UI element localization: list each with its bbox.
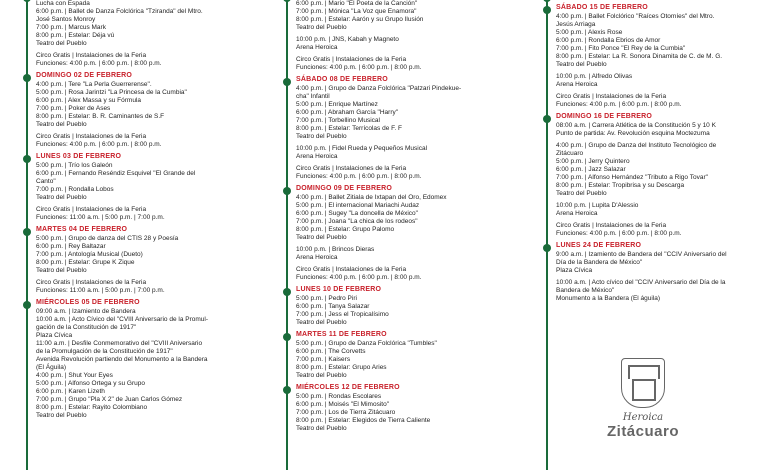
event-line: 10:00 p.m. | Lupita D'Alessio — [556, 202, 639, 209]
event-line: José Santos Monroy — [36, 16, 96, 23]
day-header: LUNES 10 DE FEBRERO — [296, 286, 382, 293]
event-line: Circo Gratis | Instalaciones de la Feria — [556, 222, 667, 229]
event-line: 7:00 p.m. | Antología Musical (Dueto) — [36, 251, 143, 258]
event-line: Teatro del Pueblo — [36, 267, 87, 274]
schedule-day-section — [546, 4, 766, 109]
event-line: Arena Heroica — [296, 153, 338, 160]
event-line: Funciones: 11:00 a.m. | 5:00 p.m. | 7:00 p.m. — [36, 214, 165, 221]
event-line: 8:00 p.m. | Estelar: Elegidos de Tierra Caliente — [296, 417, 431, 424]
day-header: DOMINGO 16 DE FEBRERO — [556, 113, 652, 120]
event-line: Teatro del Pueblo — [36, 412, 87, 419]
day-header: MIÉRCOLES 12 DE FEBRERO — [296, 384, 400, 391]
zitacuaro-logo — [598, 358, 688, 468]
event-line: 7:00 p.m. | Joana "La chica de los rodeos" — [296, 218, 418, 225]
event-line: Plaza Cívica — [556, 267, 593, 274]
event-line: 5:00 p.m. | Grupo de Danza Folclórica "Tumbles" — [296, 340, 437, 347]
event-line: 6:00 p.m. | Sugey "La doncella de México" — [296, 210, 418, 217]
event-line: 7:00 p.m. | Los de Tierra Zitácuaro — [296, 409, 396, 416]
event-line: Monumento a la Bandera (El águila) — [556, 295, 661, 302]
event-line: Circo Gratis | Instalaciones de la Feria — [36, 279, 147, 286]
schedule-day-section — [26, 226, 266, 295]
event-line: 10:00 p.m. | Brincos Dieras — [296, 246, 375, 253]
schedule-column-2 — [286, 0, 526, 437]
event-line: 5:00 p.m. | Rosa Jarintzi "La Princesa de la Cumbia" — [36, 89, 187, 96]
event-line: 5:00 p.m. | Alfonso Ortega y su Grupo — [36, 380, 145, 387]
event-line: 6:00 p.m. | Jazz Salazar — [556, 166, 626, 173]
schedule-day-section — [286, 331, 526, 380]
event-line: 5:00 p.m. | Rondas Escolares — [296, 393, 382, 400]
event-line: 8:00 p.m. | Estelar: B. R. Caminantes de S.F — [36, 113, 165, 120]
event-line: 6:00 p.m. | Tanya Salazar — [296, 303, 370, 310]
event-line: 8:00 p.m. | Estelar: Aarón y su Grupo Ilusión — [296, 16, 424, 23]
schedule-day-section — [286, 286, 526, 327]
event-line: 6:00 p.m. | Moisés "El Mimosito" — [296, 401, 389, 408]
event-line: 7:00 p.m. | Jess el Tropicalísimo — [296, 311, 389, 318]
day-header: SÁBADO 08 DE FEBRERO — [296, 76, 388, 83]
event-line: Funciones: 4:00 p.m. | 6:00 p.m. | 8:00 p.m. — [296, 173, 422, 180]
event-line: 09:00 a.m. | Izamiento de Bandera — [36, 308, 136, 315]
event-line: 7:00 p.m. | Kaisers — [296, 356, 351, 363]
event-line: Funciones: 4:00 p.m. | 6:00 p.m. | 8:00 p.m. — [36, 60, 162, 67]
schedule-day-section — [546, 113, 766, 238]
event-line: Teatro del Pueblo — [296, 133, 347, 140]
event-line: Arena Heroica — [556, 210, 598, 217]
event-line: Teatro del Pueblo — [556, 190, 607, 197]
event-line: Lucha con Espada — [36, 0, 90, 7]
event-line: Funciones: 4:00 p.m. | 6:00 p.m. | 8:00 p.m. — [296, 64, 422, 71]
event-line: 8:00 p.m. | Estelar: Tropibrisa y su Descarga — [556, 182, 685, 189]
event-line: 5:00 p.m. | Alexis Rose — [556, 29, 623, 36]
day-header: DOMINGO 02 DE FEBRERO — [36, 72, 132, 79]
event-line: 4:00 p.m. | Ballet Zitiala de Ixtapan del Oro, Edomex — [296, 194, 447, 201]
event-line: 4:00 p.m. | Shut Your Eyes — [36, 372, 113, 379]
event-line: Canto" — [36, 178, 56, 185]
day-header: SÁBADO 15 DE FEBRERO — [556, 4, 648, 11]
event-line: de la Promulgación de la Constitución de 1917" — [36, 348, 173, 355]
event-line: Circo Gratis | Instalaciones de la Feria — [556, 93, 667, 100]
event-line: 7:00 p.m. | Grupo "Pla X 2" de Juan Carlos Gómez — [36, 396, 183, 403]
event-line: 9:00 a.m. | Izamiento de Bandera del "CCIV Aniversario del — [556, 251, 727, 258]
event-line: Funciones: 4:00 p.m. | 6:00 p.m. | 8:00 p.m. — [556, 230, 682, 237]
event-line: 6:00 p.m. | The Corvetts — [296, 348, 366, 355]
event-line: 08:00 a.m. | Carrera Atlética de la Constitución 5 y 10 K — [556, 122, 716, 129]
event-line: 8:00 p.m. | Estelar: La R. Sonora Dinamita de C. de M. G. — [556, 53, 723, 60]
event-line: Funciones: 4:00 p.m. | 6:00 p.m. | 8:00 p.m. — [36, 141, 162, 148]
event-line: 8:00 p.m. | Estelar: Grupo Palomo — [296, 226, 395, 233]
event-line: 7:00 p.m. | Mónica "La Voz que Enamora" — [296, 8, 417, 15]
event-line: Teatro del Pueblo — [36, 121, 87, 128]
schedule-day-section — [546, 242, 766, 303]
event-line: Punto de partida: Av. Revolución esquina Moctezuma — [556, 130, 710, 137]
event-line: 5:00 p.m. | Enrique Martínez — [296, 101, 378, 108]
event-line: 6:00 p.m. | Mario "El Poeta de la Canción" — [296, 0, 418, 7]
logo-zitacuaro-text: Zitácuaro — [606, 423, 679, 440]
day-header: MARTES 04 DE FEBRERO — [36, 226, 128, 233]
event-line: gación de la Constitución de 1917" — [36, 324, 137, 331]
event-line: Teatro del Pueblo — [296, 425, 347, 432]
event-line: Circo Gratis | Instalaciones de la Feria — [36, 206, 147, 213]
event-line: 7:00 p.m. | Alfonso Hernández "Tributo a Rigo Tovar" — [556, 174, 708, 181]
event-line: 8:00 p.m. | Estelar: Grupe K Zique — [36, 259, 135, 266]
event-line: Arena Heroica — [296, 254, 338, 261]
event-line: 5:00 p.m. | Jerry Quintero — [556, 158, 630, 165]
schedule-day-section — [286, 185, 526, 282]
event-line: 8:00 p.m. | Estelar: Rayito Colombiano — [36, 404, 148, 411]
event-line: Funciones: 4:00 p.m. | 6:00 p.m. | 8:00 p.m. — [556, 101, 682, 108]
event-line: 7:00 p.m. | Marcus Mark — [36, 24, 106, 31]
schedule-day-section — [286, 76, 526, 181]
event-line: 8:00 p.m. | Estelar: Terrícolas de F. F — [296, 125, 402, 132]
event-line: Jesús Arriaga — [556, 21, 596, 28]
event-line: 6:00 p.m. | Abraham García "Harry" — [296, 109, 399, 116]
schedule-day-section — [26, 0, 266, 68]
event-line: 10:00 a.m. | Acto cívico del "CCIV Aniversario del Día de la — [556, 279, 726, 286]
municipal-seal-icon — [621, 358, 665, 408]
event-line: Circo Gratis | Instalaciones de la Feria — [296, 266, 407, 273]
schedule-column-1 — [26, 0, 266, 424]
schedule-day-section — [26, 153, 266, 222]
event-line: 8:00 p.m. | Estelar: Grupo Aries — [296, 364, 387, 371]
event-line: 10:00 a.m. | Acto Cívico del "CVIII Aniversario de la Promul- — [36, 316, 208, 323]
event-line: Circo Gratis | Instalaciones de la Feria — [296, 56, 407, 63]
schedule-column-3 — [546, 0, 766, 307]
event-line: 4:00 p.m. | Tere "La Perla Guerrerense". — [36, 81, 152, 88]
event-line: 7:00 p.m. | Fito Ponce "El Rey de la Cumbia" — [556, 45, 686, 52]
event-line: 6:00 p.m. | Fernando Reséndiz Esquivel "El Grande del — [36, 170, 196, 177]
day-header: MARTES 11 DE FEBRERO — [296, 331, 387, 338]
event-line: 7:00 p.m. | Rondalla Lobos — [36, 186, 114, 193]
event-line: Teatro del Pueblo — [296, 319, 347, 326]
event-line: Teatro del Pueblo — [36, 40, 87, 47]
event-line: Funciones: 4:00 p.m. | 6:00 p.m. | 8:00 p.m. — [296, 274, 422, 281]
event-line: 5:00 p.m. | El internacional Mariachi Audaz — [296, 202, 420, 209]
event-line: Circo Gratis | Instalaciones de la Feria — [36, 52, 147, 59]
event-line: Funciones: 11:00 a.m. | 5:00 p.m. | 7:00 p.m. — [36, 287, 165, 294]
schedule-day-section — [286, 384, 526, 433]
event-line: 6:00 p.m. | Rey Baltazar — [36, 243, 106, 250]
event-line: cha" Infantil — [296, 93, 330, 100]
event-line: 4:00 p.m. | Grupo de Danza del Instituto Tecnológico de — [556, 142, 717, 149]
day-header: MIÉRCOLES 05 DE FEBRERO — [36, 299, 140, 306]
event-line: Zitácuaro — [556, 150, 584, 157]
event-line: Teatro del Pueblo — [296, 24, 347, 31]
event-line: Circo Gratis | Instalaciones de la Feria — [296, 165, 407, 172]
event-line: Teatro del Pueblo — [296, 372, 347, 379]
event-line: 10:00 p.m. | Alfredo Olivas — [556, 73, 633, 80]
logo-heroica-text: Heroica — [622, 412, 664, 423]
event-line: Plaza Cívica — [36, 332, 73, 339]
day-header: LUNES 24 DE FEBRERO — [556, 242, 642, 249]
event-line: 6:00 p.m. | Alex Massa y su Fórmula — [36, 97, 142, 104]
event-line: 5:00 p.m. | Grupo de danza del CTIS 28 y Poesía — [36, 235, 179, 242]
event-line: Bandera de México" — [556, 287, 615, 294]
event-line: Arena Heroica — [556, 81, 598, 88]
day-header: DOMINGO 09 DE FEBRERO — [296, 185, 392, 192]
event-line: 4:00 p.m. | Grupo de Danza Folclórica "Patzari Pindekue- — [296, 85, 462, 92]
event-line: 8:00 p.m. | Estelar: Déja vú — [36, 32, 115, 39]
event-line: Circo Gratis | Instalaciones de la Feria — [36, 133, 147, 140]
event-line: Arena Heroica — [296, 44, 338, 51]
event-line: 5:00 p.m. | Pedro Piri — [296, 295, 357, 302]
event-line: 6:00 p.m. | Rondalla Ebrios de Amor — [556, 37, 661, 44]
event-line: 10:00 p.m. | JNS, Kabah y Magneto — [296, 36, 399, 43]
schedule-day-section — [26, 72, 266, 149]
event-line: 4:00 p.m. | Ballet Folclórico "Raíces Otomíes" del Mtro. — [556, 13, 715, 20]
event-line: Avenida Revolución partiendo del Monumento a la Bandera — [36, 356, 208, 363]
event-line: 11:00 a.m. | Desfile Conmemorativo del "CVIII Aniversario — [36, 340, 203, 347]
schedule-day-section — [26, 299, 266, 420]
event-line: Teatro del Pueblo — [36, 194, 87, 201]
event-line: Teatro del Pueblo — [296, 234, 347, 241]
event-line: 10:00 p.m. | Fidel Rueda y Pequeños Musical — [296, 145, 428, 152]
event-line: (El Águila) — [36, 364, 66, 371]
event-line: 6:00 p.m. | Ballet de Danza Folclórica "Tzirandа" del Mtro. — [36, 8, 203, 15]
event-line: 6:00 p.m. | Karen Lizeth — [36, 388, 105, 395]
day-header: LUNES 03 DE FEBRERO — [36, 153, 122, 160]
event-line: 5:00 p.m. | Trío los Galeón — [36, 162, 113, 169]
event-line: Teatro del Pueblo — [556, 61, 607, 68]
schedule-day-section — [286, 0, 526, 72]
event-line: Día de la Bandera de México" — [556, 259, 643, 266]
event-line: 7:00 p.m. | Torbellino Musical — [296, 117, 380, 124]
event-line: 7:00 p.m. | Poker de Ases — [36, 105, 111, 112]
